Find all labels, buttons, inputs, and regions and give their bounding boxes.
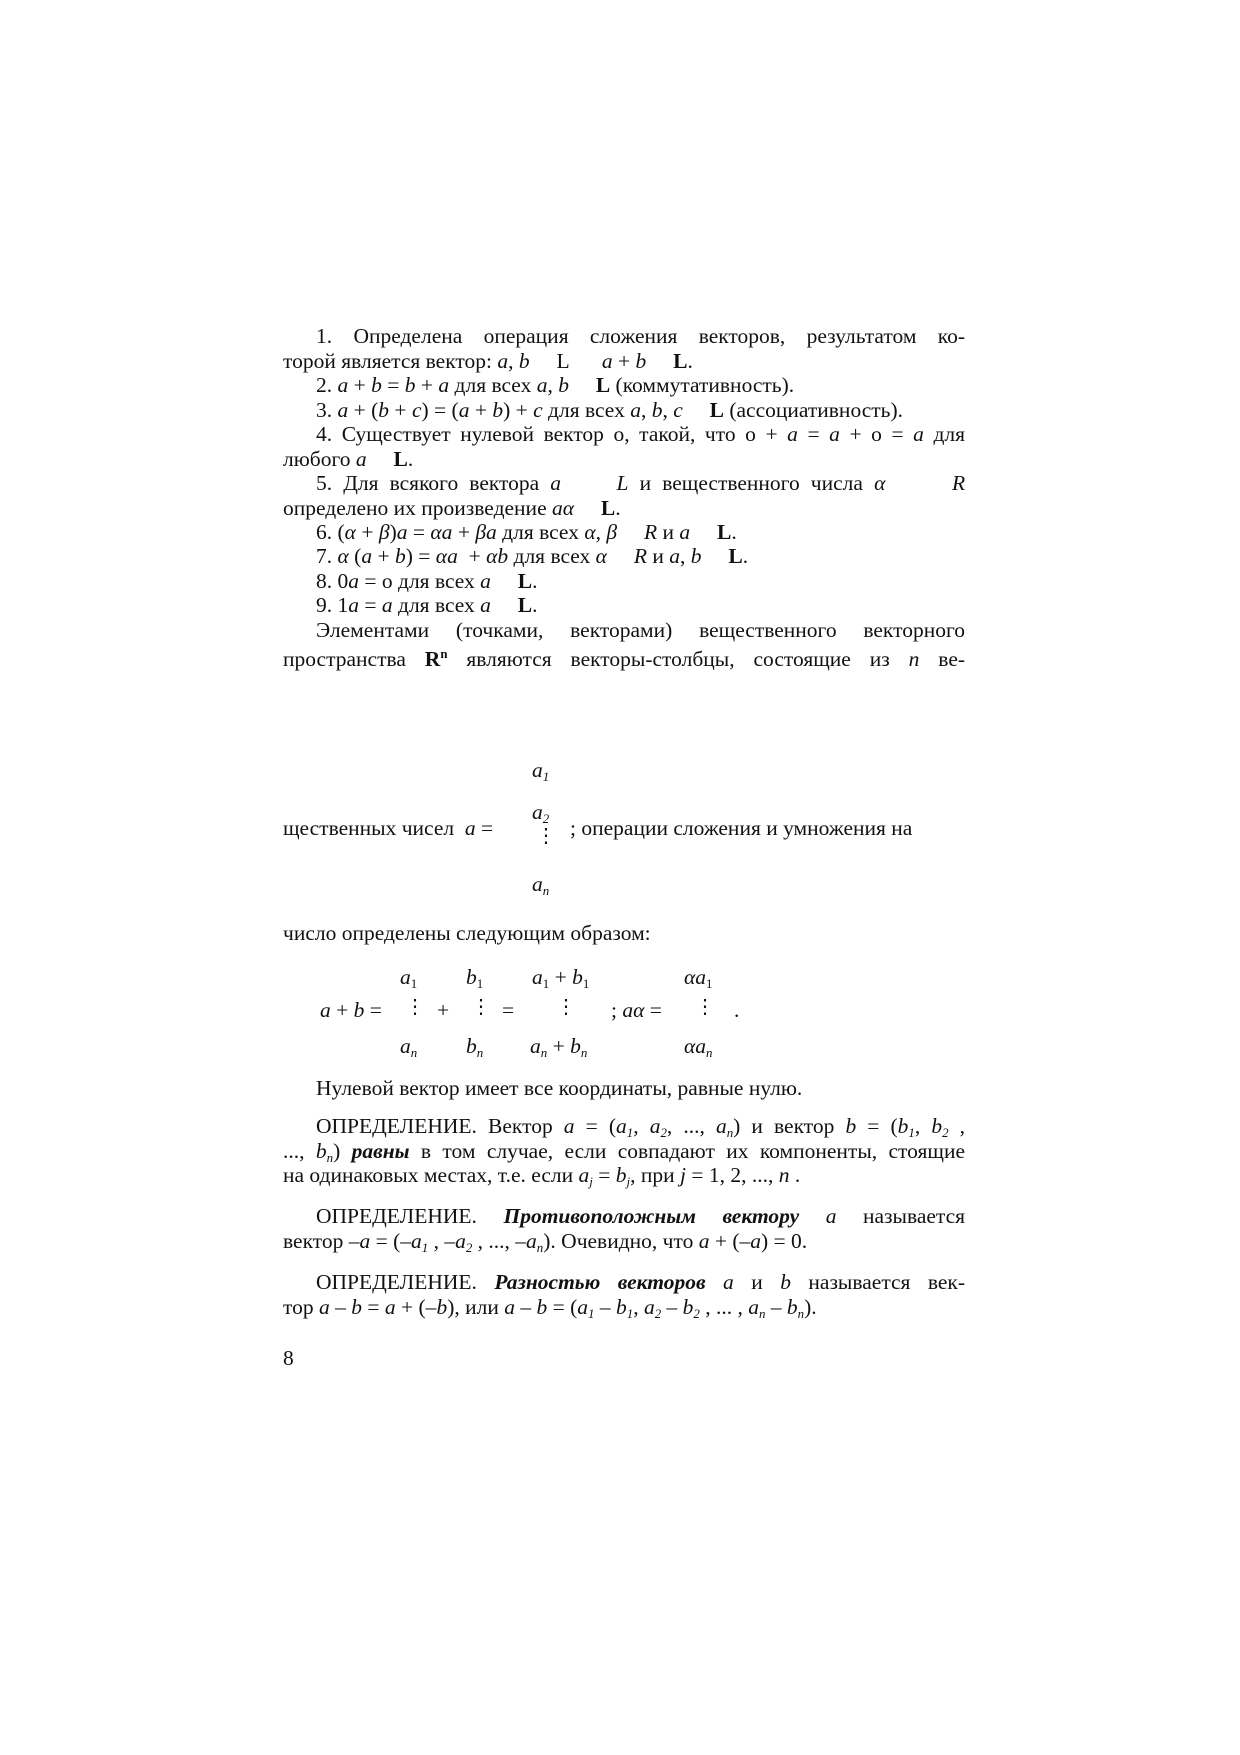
- sum-lhs: a + b =: [320, 998, 382, 1022]
- sum-top-b1: $b_1$: [466, 965, 484, 991]
- sum-dots-3: ⋮: [556, 996, 576, 1018]
- sum-top-a1: $a_1$: [400, 965, 418, 991]
- definition-opposite-line-2: вектор $-a = (-a_1$ , $-a_2$ , ..., $-a_n$). Очевидно, что a + (–a) = 0.: [283, 1229, 808, 1255]
- axiom-1-line-1: [283, 323, 965, 349]
- rn-symbol: $R^n$: [424, 647, 448, 672]
- sum-bottom-an: $a_n$: [400, 1034, 418, 1060]
- definition-difference-line-2: тор a – b = a + (–b), или $a - b = (a_1 - b_1$, $a_2 - b_2$ , ... , $a_n - b_n$).: [283, 1295, 817, 1321]
- axiom-4-line-1: 4. Существует нулевой вектор о, такой, что о + a = a + о = a для: [316, 422, 966, 446]
- axiom-6: 6. (α + β)a = αa + βa для всех α, β R и a L.: [316, 520, 737, 544]
- scale-bottom: $\alpha a_n$: [684, 1034, 713, 1060]
- page-number: 8: [283, 1346, 294, 1370]
- sum-dots-1: ⋮: [405, 996, 425, 1018]
- sum-bottom-bn: $b_n$: [466, 1034, 484, 1060]
- axiom-5-line-1: 5. Для всякого вектора a L и вещественного числа α R: [316, 471, 966, 495]
- column-vector-an: $a_n$: [532, 872, 550, 898]
- axiom-3: 3. a + (b + c) = (a + b) + c для всех a, b, c L (ассоциативность).: [316, 398, 904, 422]
- axiom-5-line-2: определено их произведение aα L.: [283, 496, 621, 520]
- axiom-text: Определена операция сложения векторов, результатом ко-: [353, 324, 966, 348]
- column-vector-dots: ⋮: [536, 825, 556, 847]
- axiom-4-line-2: любого a L.: [283, 447, 414, 471]
- sum-bottom-anbn: $a_n + b_n$: [530, 1034, 588, 1060]
- column-vector-a2: $a_2$: [532, 800, 550, 826]
- rn-paragraph-line-3b: ; операции сложения и умножения на: [570, 816, 913, 840]
- definition-opposite-line-1: ОПРЕДЕЛЕНИЕ. Противоположным вектору a называется: [316, 1204, 965, 1228]
- sum-dots-2: ⋮: [471, 996, 491, 1018]
- rn-paragraph-line-3a: щественных чисел a =: [283, 816, 494, 840]
- definition-difference-line-1: ОПРЕДЕЛЕНИЕ. Разностью векторов a и b называется век-: [316, 1270, 966, 1294]
- axiom-9: 9. 1a = a для всех a L.: [316, 593, 538, 617]
- axiom-8: 8. 0a = о для всех a L.: [316, 569, 538, 593]
- scale-dots: ⋮: [695, 996, 715, 1018]
- space-symbol: L: [556, 349, 570, 373]
- plus-sign: +: [437, 998, 450, 1022]
- rn-paragraph-line-2: пространства $R^n$ являются векторы-столбцы, состоящие из n ве-: [283, 647, 966, 672]
- sum-top-a1b1: $a_1 + b_1$: [532, 965, 590, 991]
- definition-equal-line-2: ..., $b_n$) равны в том случае, если совпадают их компоненты, стоящие: [283, 1139, 965, 1165]
- rn-paragraph-line-4: число определены следующим образом:: [283, 921, 651, 945]
- scale-top: $\alpha a_1$: [684, 965, 713, 991]
- rn-paragraph-line-1: Элементами (точками, векторами) вещественного векторного: [316, 618, 965, 642]
- scale-lhs: ; aα =: [611, 998, 662, 1022]
- axiom-1-line-2: торой является вектор: a, b L a + b L.: [283, 349, 693, 373]
- axiom-2: 2. a + b = b + a для всех a, b L (коммутативность).: [316, 373, 795, 397]
- definition-equal-line-3: на одинаковых местах, т.е. если $a_j = b_j$, при j = 1, 2, ..., n .: [283, 1163, 801, 1189]
- column-vector-a1: $a_1$: [532, 758, 550, 784]
- axiom-number: 1.: [316, 324, 333, 348]
- period: .: [734, 998, 740, 1022]
- equals-sign: =: [502, 998, 515, 1022]
- zero-vector-text: Нулевой вектор имеет все координаты, равные нулю.: [316, 1076, 803, 1100]
- axiom-7: 7. α (a + b) = αa + αb для всех α R и a, b L.: [316, 544, 749, 568]
- definition-equal-line-1: ОПРЕДЕЛЕНИЕ. Вектор $a = (a_1$, $a_2$, ..., $a_n$) и вектор $b = (b_1$, $b_2$ ,: [316, 1114, 966, 1140]
